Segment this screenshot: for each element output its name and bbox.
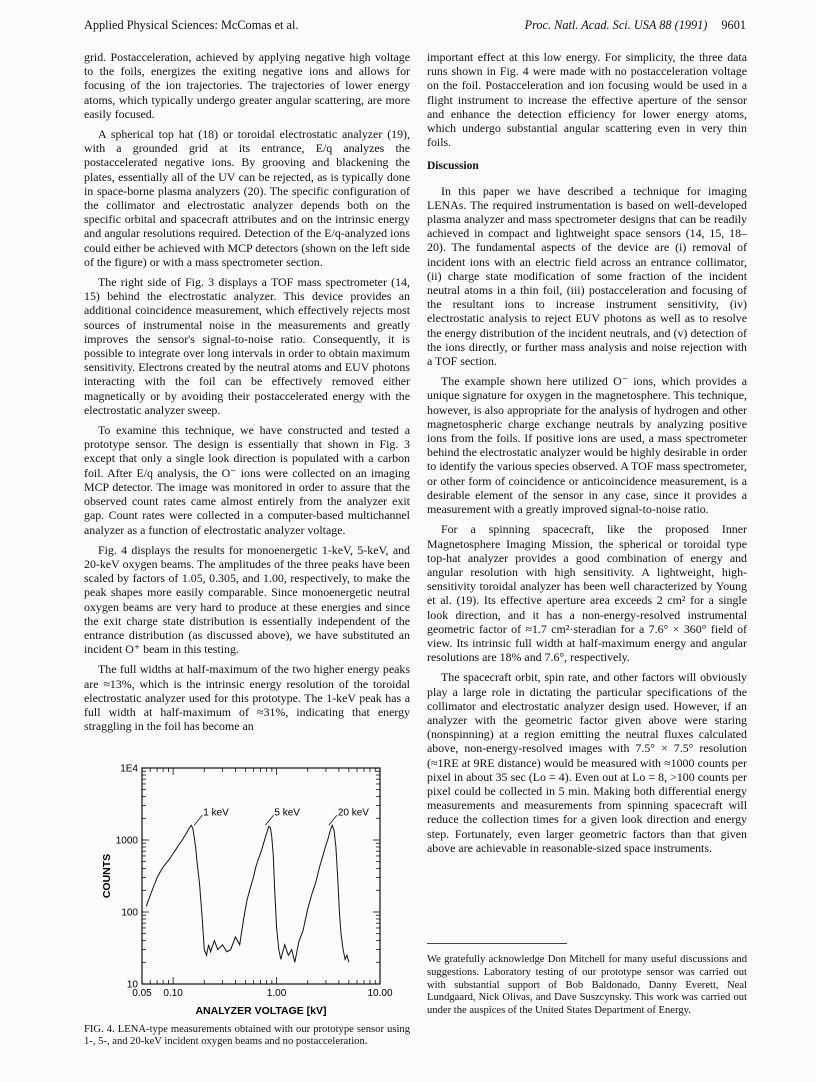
left-column [84, 50, 410, 739]
plot-frame [142, 768, 380, 984]
annotation-leader [265, 815, 273, 825]
paragraph: In this paper we have described a technique for imaging LENAs. The required instrumentation is based on well-developed plasma analyzer and mass spectrometer designs that can be readily achieved in compact and lightweight space sensors (14, 15, 18–20). The fundamental aspects of the device are (i) removal of incident ions with an electric field across an entrance collimator, (ii) charge state modification of some fraction of the incident neutral atoms in a thin foil, (iii) postacceleration and focusing of the resultant ions to increase instrument sensitivity, (iv) electrostatic analysis to reject EUV photons as well as to resolve the energy distribution of the incident neutrals, and (v) detection of the ions directly, or further mass analysis and noise rejection with a TOF section. [427, 183, 747, 369]
y-tick-label: 1000 [115, 835, 138, 847]
page-number: 9601 [721, 18, 746, 32]
annotation-leader [329, 815, 337, 825]
paragraph: important effect at this low energy. For simplicity, the three data runs shown in Fig. 4 were made with no postacceleration voltage on the foil. Postacceleration and ion focusing would be used in a flight instrument to increase the effective aperture of the sensor and enhance the detection efficiency for lower energy atoms, which undergo substantial angular scattering even in very thin foils. [427, 50, 747, 150]
journal-citation [525, 18, 746, 33]
figure-caption: FIG. 4. LENA-type measurements obtained with our prototype sensor using 1-, 5-, and 20-keV incident oxygen beams and no postacceleration. [84, 1024, 410, 1048]
paragraph: Fig. 4 displays the results for monoenergetic 1-keV, 5-keV, and 20-keV oxygen beams. The amplitudes of the three peaks have been scaled by factors of 1.05, 0.305, and 1.00, respectively, to make the peak shapes more easily comparable. Since monoenergetic neutral oxygen beams are very hard to produce at these energies and since the exit charge state distribution is essentially independent of the entrance distribution (as discussed above), we have substituted an incident O⁺ beam in this testing. [84, 542, 410, 657]
section-heading: Discussion [427, 160, 479, 173]
x-tick-label: 1.00 [266, 988, 287, 999]
divider [427, 943, 567, 944]
peak-annotation: 20 keV [337, 807, 369, 819]
peak-annotation: 5 keV [274, 807, 300, 819]
counts-vs-voltage-chart [84, 762, 410, 1022]
paragraph: For a spinning spacecraft, like the proposed Inner Magnetosphere Imaging Mission, the spherical or toroidal type top-hat analyzer provides a good combination of energy and angular resolution with high sensitivity. A lightweight, high-sensitivity toroidal analyzer has been well characterized by Young et al. (19). Its effective aperture area exceeds 2 cm² for a single look direction, and it has a non-energy-resolved instrumental geometric factor of ≈1.7 cm²·steradian for a 7.6° × 360° field of view. Its intrinsic full width at half-maximum energy and angular resolutions are 18% and 7.6°, respectively. [427, 522, 747, 665]
paragraph: The right side of Fig. 3 displays a TOF mass spectrometer (14, 15) behind the electrostatic analyzer. This device provides an additional coincidence measurement, which effectively rejects most sources of instrumental noise in the measurements and greatly improves the sensor's signal-to-noise ratio. Consequently, it is possible to integrate over long intervals in order to obtain maximum sensitivity. Electrons created by the neutral atoms and EUV photons interacting with the foil can be effectively removed either magnetically or by avoiding their postaccelerated energy with the electrostatic analyzer sweep. [84, 275, 410, 417]
running-head: Applied Physical Sciences: McComas et al. [84, 18, 299, 32]
paragraph: To examine this technique, we have constructed and tested a prototype sensor. The design is essentially that shown in Fig. 3 except that only a single look direction is populated with a carbon foil. After E/q analysis, the O⁻ ions were collected on an imaging MCP detector. The image was monitored in order to assure that the observed count rates came almost entirely from the analyzer exit gap. Count rates were collected in a computer-based multichannel analyzer as a function of electrostatic analyzer voltage. [84, 423, 410, 537]
paragraph: The full widths at half-maximum of the two higher energy peaks are ≈13%, which is the intrinsic energy resolution of the toroidal electrostatic analyzer used for this prototype. The 1-keV peak has a full width at half-maximum of ≈31%, indicating that energy straggling in the foil has become an [84, 662, 410, 734]
y-axis-label: COUNTS [101, 853, 113, 899]
data-series-line [146, 825, 349, 962]
y-tick-label: 100 [121, 907, 138, 919]
x-tick-label: 0.10 [163, 988, 183, 999]
paragraph: The spacecraft orbit, spin rate, and other factors will obviously play a large role in dictating the particular specifications of the collimator and electrostatic analyzer design used. However, if an analyzer with the geometric factor given above were staring (nonspinning) at a region emitting the neutral fluxes calculated above, non-energy-resolved images with 7.5° × 7.5° resolution (≈1RE at 9RE distance) would be measured with ≈1000 counts per pixel in about 35 sec (Lo = 4). Even out at Lo = 8, >100 counts per pixel could be collected in 5 min. Making both differential energy measurements and measurements from spinning spacecraft will reduce the collection times for a given look direction and energy step. Fortunately, even larger geometric factors than that given above are achievable in reasonable-sized space instruments. [427, 670, 747, 855]
y-tick-label: 10 [126, 979, 138, 991]
x-tick-label: 10.00 [367, 988, 393, 999]
paragraph: grid. Postacceleration, achieved by applying negative high voltage to the foils, energizes the exiting negative ions and allows for focusing of the ion trajectories. The trajectories of lower energy atoms, which typically undergo greater angular scattering, are more easily focused. [84, 50, 410, 121]
x-tick-label: 0.05 [132, 988, 152, 999]
acknowledgment: We gratefully acknowledge Don Mitchell for many useful discussions and suggestions. Laboratory testing of our prototype sensor was carried out with substantial support of Bob Baldonado, Danny Everett, Neal Lundgaard, Nick Olivas, and Dave Suszcynsky. This work was carried out under the auspices of the United States Department of Energy. [427, 954, 747, 1017]
paragraph: A spherical top hat (18) or toroidal electrostatic analyzer (19), with a grounded grid at its entrance, E/q analyzes the postaccelerated negative ions. By grooving and blackening the plates, essentially all of the UV can be rejected, as is typically done in space-borne plasma analyzers (20). The specific configuration of the collimator and electrostatic analyzer depends both on the specific orbital and spacecraft attributes and on the intrinsic energy and angular resolutions required. Detection of the E/q-analyzed ions could either be achieved with MCP detectors (shown on the left side of the figure) or with a mass spectrometer section. [84, 127, 410, 269]
page-header [84, 18, 746, 38]
y-tick-label: 1E4 [120, 763, 138, 775]
x-axis-label: ANALYZER VOLTAGE [kV] [195, 1005, 327, 1017]
annotation-leader [194, 815, 202, 825]
paragraph: The example shown here utilized O⁻ ions, which provides a unique signature for oxygen in the magnetosphere. This technique, however, is also appropriate for the analysis of hydrogen and other magnetospheric charge exchange neutrals by analyzing positive ions from the foils. If positive ions are used, a mass spectrometer behind the electrostatic analyzer would be highly desirable in order to identify the various species observed. A TOF mass spectrometer, or other form of coincidence or anticoincidence measurement, is a desirable element of the sensor in any case, since it provides a measurement with a greatly improved signal-to-noise ratio. [427, 374, 747, 517]
figure-4 [84, 762, 410, 1048]
peak-annotation: 1 keV [203, 807, 229, 819]
journal-name: Proc. Natl. Acad. Sci. USA 88 (1991) [524, 18, 708, 32]
right-column [427, 50, 747, 861]
